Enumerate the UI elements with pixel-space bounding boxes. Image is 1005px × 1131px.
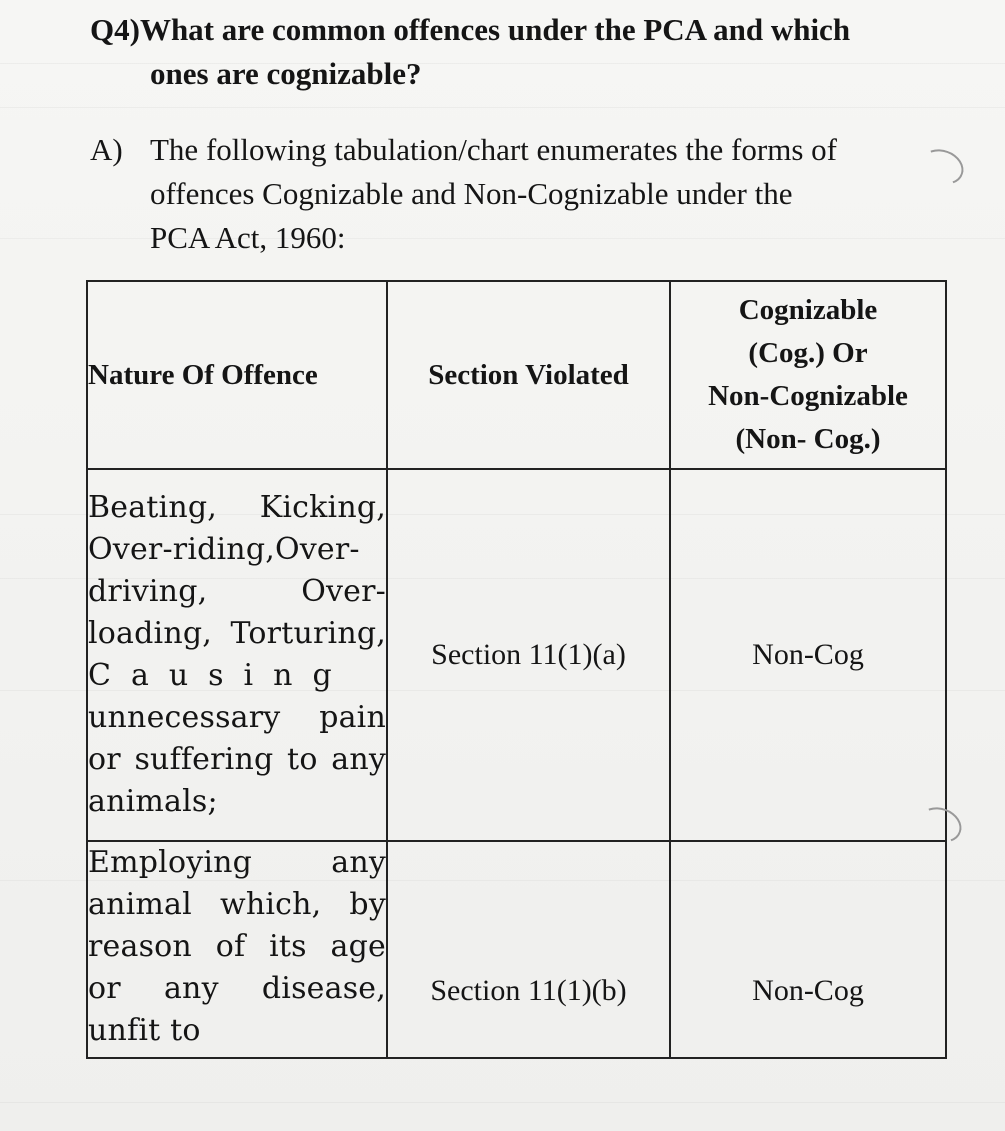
section-text: Section 11(1)(b) bbox=[430, 974, 627, 1007]
question-heading bbox=[90, 8, 970, 96]
question-line-1: What are common offences under the PCA and which bbox=[139, 12, 851, 47]
header-section-violated: Section Violated bbox=[387, 281, 670, 469]
cell-nature-of-offence: Employing any animal which, by reason of its age or any disease, unfit to bbox=[87, 841, 387, 1058]
header-cognizable bbox=[670, 281, 946, 469]
answer-line-1: The following tabulation/chart enumerates the forms of bbox=[150, 132, 837, 167]
header-cognizable-line-4: (Non- Cog.) bbox=[735, 423, 881, 455]
table-header-row bbox=[87, 281, 946, 469]
cell-section-violated: Section 11(1)(a) bbox=[387, 469, 670, 841]
answer-label: A) bbox=[90, 132, 123, 167]
answer-line-3: PCA Act, 1960: bbox=[150, 220, 346, 255]
offences-table bbox=[86, 280, 947, 1059]
header-nature-of-offence: Nature Of Offence bbox=[87, 281, 387, 469]
answer-intro bbox=[90, 128, 970, 260]
cell-nature-of-offence bbox=[87, 469, 387, 841]
answer-line-2: offences Cognizable and Non-Cognizable under the bbox=[150, 176, 793, 211]
table-row bbox=[87, 841, 946, 1058]
question-line-2: ones are cognizable? bbox=[150, 56, 422, 91]
nature-text-part-3: unnecessary pain or suffering to any animals; bbox=[88, 700, 386, 819]
nature-text-part-1: Beating, Kicking, Over-riding,Over-driving, Over-loading, Torturing, bbox=[88, 490, 386, 651]
question-number: Q4) bbox=[90, 12, 140, 47]
header-cognizable-line-1: Cognizable bbox=[738, 294, 878, 326]
cell-cognizable-status: Non-Cog bbox=[670, 469, 946, 841]
cell-cognizable-status bbox=[670, 841, 946, 1058]
table-row bbox=[87, 469, 946, 841]
cognizable-text: Non-Cog bbox=[752, 974, 864, 1007]
cell-section-violated bbox=[387, 841, 670, 1058]
header-cognizable-line-2: (Cog.) Or bbox=[748, 337, 868, 369]
header-cognizable-line-3: Non-Cognizable bbox=[708, 380, 908, 412]
nature-text-part-2: Causing bbox=[88, 658, 352, 693]
